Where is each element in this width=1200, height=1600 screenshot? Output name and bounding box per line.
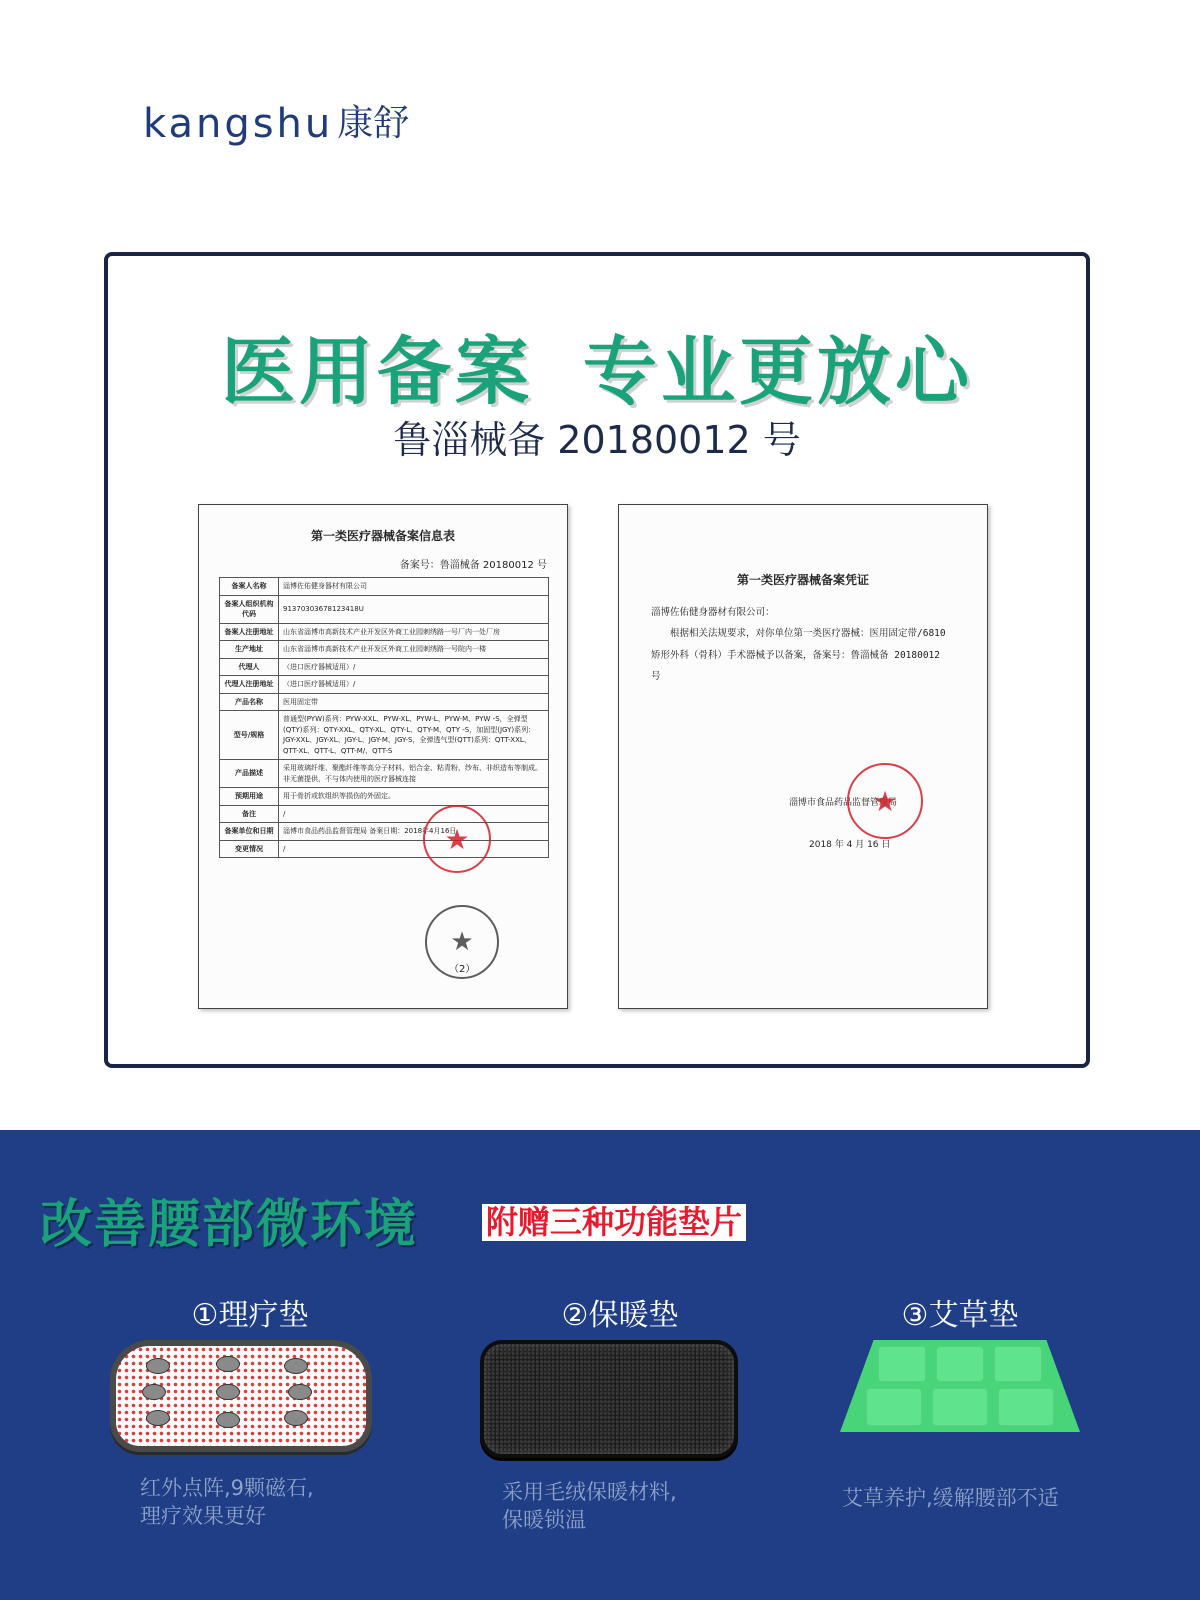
stamp-note: （2） — [449, 964, 476, 975]
magnet-icon — [142, 1384, 166, 1400]
row-key: 备注 — [220, 805, 279, 823]
pad-desc-line1: 艾草养护,缓解腰部不适 — [842, 1486, 1059, 1510]
row-value: 普通型(PYW)系列：PYW-XXL、PYW-XL、PYW-L、PYW-M、PYW -S，全弹型(QTY)系列：QTY-XXL、QTY-XL、QTY-L、QTY-M、QTY -S，加固型(JGY)系列：JGY-XXL、JGY-XL、JGY-L、JGY-M、JGY-S，全弹透气型(QTT)系列：QTT-XXL、QTT-XL、QTT-L、QTT-M/、QTT-S — [279, 711, 549, 760]
row-key: 备案单位和日期 — [220, 823, 279, 841]
table-row — [220, 658, 549, 676]
pad-desc-line1: 采用毛绒保暖材料, — [502, 1480, 677, 1504]
row-value: / — [279, 805, 549, 823]
row-value: 用于骨折或软组织等损伤的外固定。 — [279, 788, 549, 806]
doc-left-number: 备案号：鲁淄械备 20180012 号 — [399, 560, 547, 571]
row-value: （进口医疗器械适用）/ — [279, 676, 549, 694]
headline — [108, 313, 1086, 419]
magnet-icon — [288, 1384, 312, 1400]
row-key: 代理人 — [220, 658, 279, 676]
row-value: 医用固定带 — [279, 693, 549, 711]
filing-certificate — [618, 504, 988, 1009]
row-key: 变更情况 — [220, 840, 279, 858]
row-value: 91370303678123418U — [279, 595, 549, 623]
pad-desc-line2: 保暖锁温 — [502, 1508, 586, 1533]
row-key: 代理人注册地址 — [220, 676, 279, 694]
table-row — [220, 693, 549, 711]
row-value: 采用玻璃纤维、聚酯纤维等高分子材料、铝合金、粘青粉、纱布、非织造布等制成。非无菌提供，不与体内使用的医疗器械连接 — [279, 760, 549, 788]
pad-label: ②保暖垫 — [561, 1298, 679, 1333]
table-row — [220, 595, 549, 623]
doc-right-title: 第一类医疗器械备案凭证 — [736, 573, 869, 587]
physio-pad-card — [140, 1290, 440, 1590]
row-value: （进口医疗器械适用）/ — [279, 658, 549, 676]
pad-description — [140, 1474, 314, 1531]
magnet-icon — [284, 1358, 308, 1374]
row-key: 型号/规格 — [220, 711, 279, 760]
herbal-pad-image — [840, 1340, 1080, 1432]
logo-wordmark: kangshu — [143, 101, 334, 147]
headline-part2: 专业更放心 — [583, 329, 973, 415]
pad-description — [502, 1478, 677, 1535]
headline-part1: 医用备案 — [221, 329, 533, 415]
pad-desc-line2: 理疗效果更好 — [140, 1504, 266, 1529]
row-value: 淄博市食品药品监督管理局 备案日期：2018年4月16日 — [279, 823, 549, 841]
table-row — [220, 641, 549, 659]
table-row — [220, 760, 549, 788]
red-seal-stamp: ★ — [423, 805, 491, 873]
warm-pad-card — [500, 1290, 800, 1590]
doc-right-addressee: 淄博佐佑健身器材有限公司： — [651, 607, 775, 618]
certificate-panel — [104, 252, 1090, 1068]
doc-right-date: 2018 年 4 月 16 日 — [809, 840, 891, 850]
pad-description — [842, 1484, 1059, 1512]
table-row — [220, 823, 549, 841]
row-key: 备案人注册地址 — [220, 623, 279, 641]
row-key: 备案人组织机构代码 — [220, 595, 279, 623]
magnet-icon — [216, 1412, 240, 1428]
magnet-icon — [284, 1410, 308, 1426]
table-row — [220, 676, 549, 694]
row-key: 预期用途 — [220, 788, 279, 806]
filing-info-sheet — [198, 504, 568, 1009]
row-key: 备案人名称 — [220, 578, 279, 596]
row-value: 淄博佐佑健身器材有限公司 — [279, 578, 549, 596]
table-row — [220, 623, 549, 641]
row-key: 产品名称 — [220, 693, 279, 711]
logo-chinese: 康舒 — [337, 103, 410, 144]
row-value: / — [279, 840, 549, 858]
magnet-icon — [216, 1384, 240, 1400]
doc-left-title: 第一类医疗器械备案信息表 — [310, 529, 455, 543]
red-seal-stamp: ★ — [847, 763, 923, 839]
gift-badge: 附赠三种功能垫片 — [482, 1204, 746, 1241]
doc-right-text: 根据相关法规要求，对你单位第一类医疗器械：医用固定带/6810 矫形外科（骨科）手术器械予以备案，备案号：鲁淄械备 20180012 号 — [651, 628, 946, 683]
doc-right-body — [619, 602, 987, 688]
pad-desc-line1: 红外点阵,9颗磁石, — [140, 1476, 314, 1500]
magnet-icon — [146, 1358, 170, 1374]
magnet-icon — [146, 1410, 170, 1426]
magnet-icon — [216, 1356, 240, 1372]
brand-logo — [143, 101, 410, 147]
pad-label: ③艾草垫 — [901, 1298, 1019, 1333]
physio-pad-image — [110, 1340, 372, 1452]
pad-label: ①理疗垫 — [191, 1298, 309, 1333]
row-value: 山东省淄博市高新技术产业开发区外商工业园刺绣路一号厂内一处厂房 — [279, 623, 549, 641]
table-row — [220, 711, 549, 760]
warm-pad-image — [480, 1340, 738, 1458]
row-key: 生产地址 — [220, 641, 279, 659]
herbal-pad-card — [842, 1290, 1150, 1590]
row-key: 产品描述 — [220, 760, 279, 788]
section-title: 改善腰部微环境 — [40, 1195, 419, 1255]
grey-seal-stamp: ★ — [425, 905, 499, 979]
table-row — [220, 578, 549, 596]
row-value: 山东省淄博市高新技术产业开发区外商工业园刺绣路一号院内一楼 — [279, 641, 549, 659]
accessory-section — [0, 1130, 1200, 1600]
table-row — [220, 840, 549, 858]
doc-right-org: 淄博市食品药品监督管理局 — [789, 798, 898, 808]
filing-info-table — [219, 577, 549, 858]
registration-number: 鲁淄械备 20180012 号 — [393, 418, 801, 462]
table-row — [220, 805, 549, 823]
table-row — [220, 788, 549, 806]
